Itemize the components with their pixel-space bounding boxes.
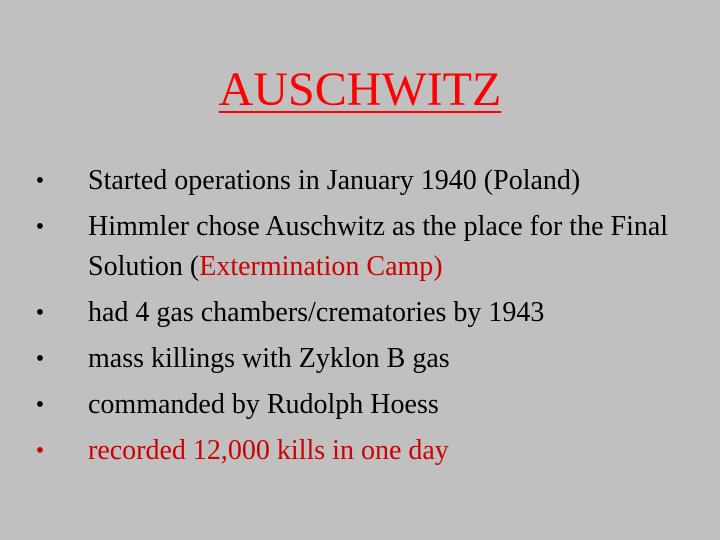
bullet-icon: • (35, 168, 45, 194)
bullet-list (30, 161, 690, 471)
bullet-icon: • (35, 214, 45, 240)
bullet-item (30, 207, 690, 287)
bullet-text: had 4 gas chambers/crematories by 1943 (88, 297, 545, 328)
bullet-text: recorded 12,000 kills in one day (88, 435, 449, 466)
bullet-item (30, 431, 690, 471)
bullet-text: mass killings with Zyklon B gas (88, 343, 450, 374)
bullet-icon: • (35, 392, 45, 418)
bullet-icon: • (35, 300, 45, 326)
bullet-icon: • (35, 438, 45, 464)
slide-title: AUSCHWITZ (218, 63, 502, 116)
bullet-item (30, 161, 690, 201)
bullet-text: commanded by Rudolph Hoess (88, 389, 439, 420)
bullet-item (30, 385, 690, 425)
bullet-item (30, 339, 690, 379)
bullet-text: Himmler chose Auschwitz as the place for the Final Solution ( (88, 211, 669, 282)
bullet-icon: • (35, 346, 45, 372)
bullet-item (30, 293, 690, 333)
bullet-text: Started operations in January 1940 (Poland) (88, 165, 581, 196)
bullet-highlight-text: Extermination Camp) (199, 251, 443, 282)
